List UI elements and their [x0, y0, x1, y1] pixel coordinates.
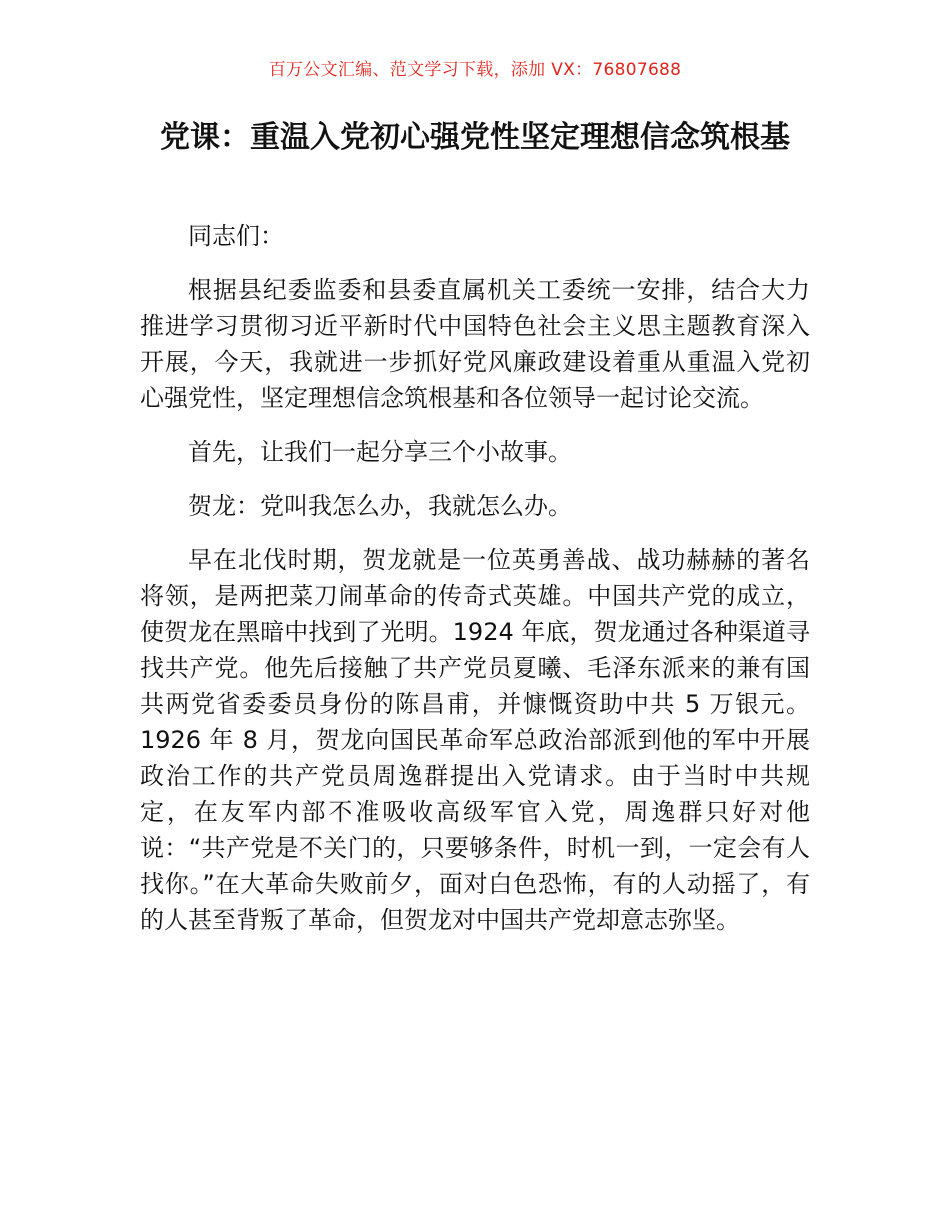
salutation: 同志们： [188, 222, 284, 250]
paragraph-stories-intro: 首先，让我们一起分享三个小故事。 [188, 438, 572, 466]
document-body [140, 218, 810, 956]
paragraph-intro: 根据县纪委监委和县委直属机关工委统一安排，结合大力推进学习贯彻习近平新时代中国特色社会主义思主题教育深入开展，今天，我就进一步抓好党风廉政建设着重从重温入党初心强党性，坚定理想信念筑根基和各位领导一起讨论交流。 [140, 276, 810, 412]
paragraph-story-body: 早在北伐时期，贺龙就是一位英勇善战、战功赫赫的著名将领，是两把菜刀闹革命的传奇式英雄。中国共产党的成立，使贺龙在黑暗中找到了光明。1924 年底，贺龙通过各种渠道寻找共产党。他先后接触了共产党员夏曦、毛泽东派来的兼有国共两党省委委员身份的陈昌甫，并慷慨资助中共 5 万银元。1926 年 8 月，贺龙向国民革命军总政治部派到他的军中开展政治工作的共产党员周逸群提出入党请求。由于当时中共规定，在友军内部不准吸收高级军官入党，周逸群只好对他说：“共产党是不关门的，只要够条件，时机一到，一定会有人找你。”在大革命失败前夕，面对白色恐怖，有的人动摇了，有的人甚至背叛了革命，但贺龙对中国共产党却意志弥坚。 [140, 546, 810, 934]
paragraph-story-heading: 贺龙：党叫我怎么办，我就怎么办。 [188, 492, 572, 520]
document-title: 党课：重温入党初心强党性坚定理想信念筑根基 [160, 120, 790, 155]
header-download-note: 百万公文汇编、范文学习下载，添加 VX：76807688 [268, 60, 682, 80]
